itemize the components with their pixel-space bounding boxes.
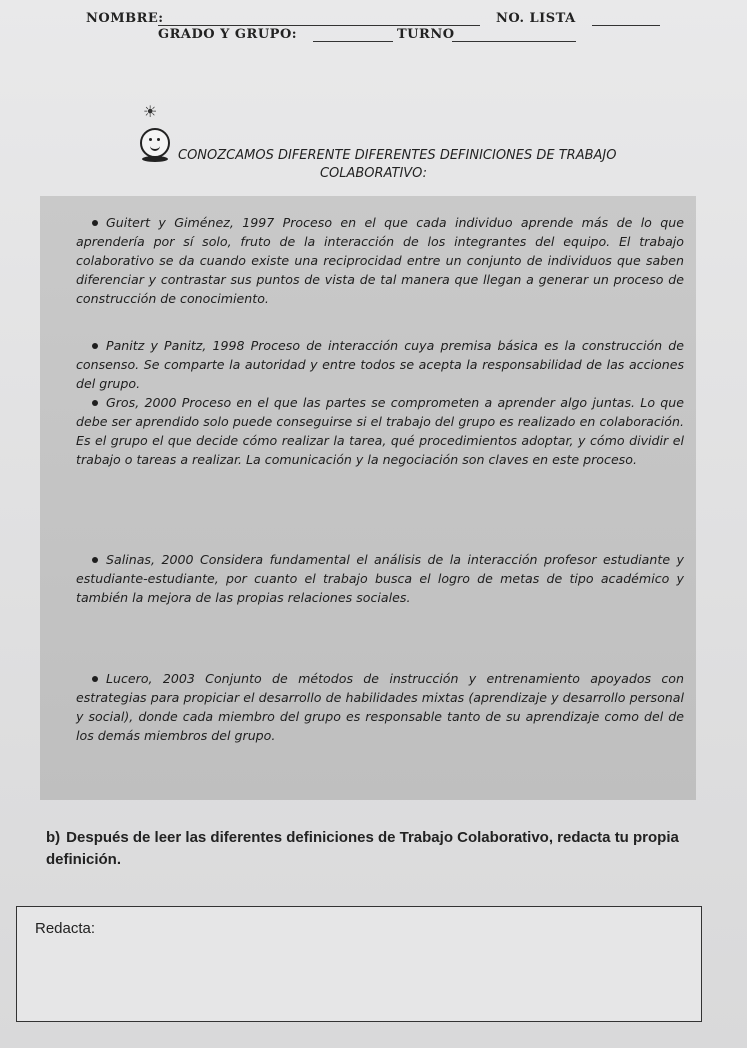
lista-line xyxy=(592,25,660,26)
definition-panitz xyxy=(76,336,684,393)
question-text: Después de leer las diferentes definiciones de Trabajo Colaborativo, redacta tu propia definición. xyxy=(46,829,679,868)
bullet-icon xyxy=(92,343,98,349)
answer-label: Redacta: xyxy=(35,920,96,937)
light-bulb-icon: ☀ xyxy=(143,102,158,121)
page-title: CONOZCAMOS DIFERENTE DIFERENTES DEFINICIONES DE TRABAJO xyxy=(178,148,617,163)
bullet-icon xyxy=(92,557,98,563)
definition-text: Panitz y Panitz, 1998 Proceso de interacción cuya premisa básica es la construcción de consenso. Se comparte la autoridad y entre todos se acepta la responsabilidad de las acciones del grupo. xyxy=(76,338,684,391)
definition-guitert xyxy=(76,213,684,308)
bullet-icon xyxy=(92,220,98,226)
lista-label: NO. LISTA xyxy=(496,11,576,26)
definition-salinas xyxy=(76,550,684,607)
nombre-line xyxy=(158,25,480,26)
grado-grupo-label: GRADO Y GRUPO: xyxy=(158,27,298,42)
definition-gros xyxy=(76,393,684,469)
question-label: b) xyxy=(46,829,61,846)
bullet-icon xyxy=(92,676,98,682)
turno-line xyxy=(452,41,576,42)
page-subtitle: COLABORATIVO: xyxy=(319,166,428,181)
definition-text: Gros, 2000 Proceso en el que las partes se comprometen a aprender algo juntas. Lo que debe ser aprendido solo puede conseguirse si el trabajo del grupo es realizado en colaboración. Es el grupo el que decide cómo realizar la tarea, qué procedimientos adoptar, y cómo dividir el trabajo o tareas a realizar. La comunicación y la negociación son claves en este proceso. xyxy=(76,395,684,467)
question-b xyxy=(46,827,716,871)
face-shadow xyxy=(142,156,168,162)
definition-lucero xyxy=(76,669,684,745)
turno-label: TURNO xyxy=(397,27,455,42)
grado-grupo-line xyxy=(313,41,393,42)
nombre-label: NOMBRE: xyxy=(86,11,164,26)
definition-text: Salinas, 2000 Considera fundamental el análisis de la interacción profesor estudiante y estudiante-estudiante, por cuanto el trabajo busca el logro de metas de tipo académico y también la mejora de las propias relaciones sociales. xyxy=(76,552,684,605)
definition-text: Guitert y Giménez, 1997 Proceso en el que cada individuo aprende más de lo que aprendería por sí solo, fruto de la interacción de los integrantes del equipo. El trabajo colaborativo se da cuando existe una reciprocidad entre un conjunto de individuos que saben diferenciar y contrastar sus puntos de vista de tal manera que llegan a generar un proceso de construcción de conocimiento. xyxy=(76,215,684,306)
answer-box[interactable] xyxy=(16,906,702,1022)
definition-text: Lucero, 2003 Conjunto de métodos de instrucción y entrenamiento apoyados con estrategias para propiciar el desarrollo de habilidades mixtas (aprendizaje y desarrollo personal y social), donde cada miembro del grupo es responsable tanto de su aprendizaje como del de los demás miembros del grupo. xyxy=(76,671,684,743)
bullet-icon xyxy=(92,400,98,406)
smiley-face-icon xyxy=(140,128,170,158)
